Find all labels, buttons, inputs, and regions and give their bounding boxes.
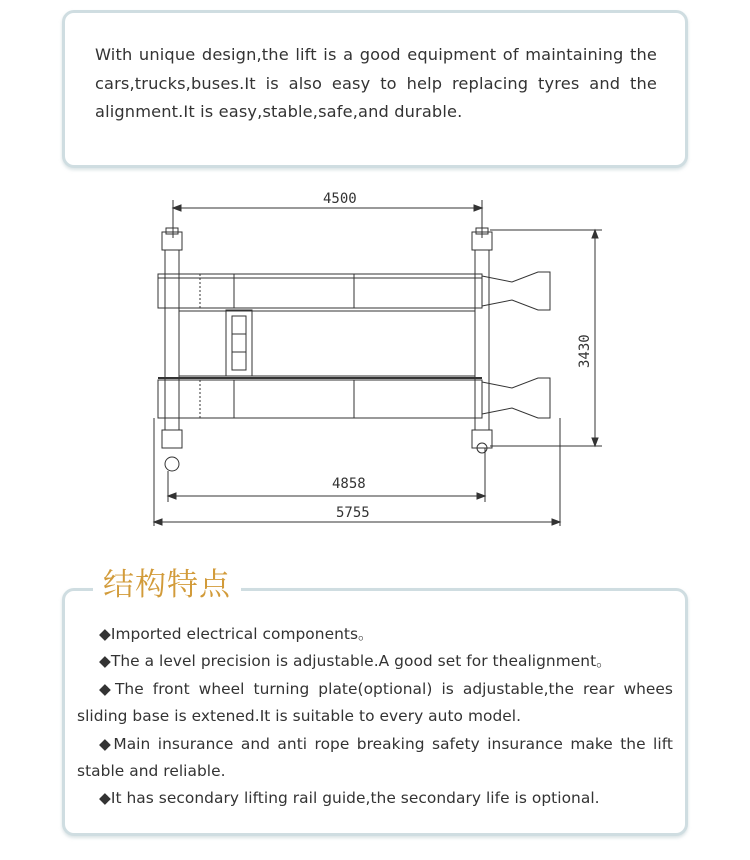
feature-item: ◆Main insurance and anti rope breaking safety insurance make the lift stable and reliable. (77, 734, 673, 781)
dim-inner-length: 4858 (332, 476, 366, 492)
lift-technical-drawing (140, 186, 615, 526)
intro-text: With unique design,the lift is a good equipment of maintaining the cars,trucks,buses.It is also easy to help replacing tyres and the alignment.It is easy,stable,safe,and durable. (95, 45, 657, 122)
intro-box (62, 10, 688, 168)
features-box (62, 588, 688, 836)
feature-item: ◆The a level precision is adjustable.A good set for thealignment。 (99, 652, 612, 671)
feature-item: ◆Imported electrical components。 (99, 625, 374, 643)
dim-height: 3430 (577, 334, 593, 368)
dim-overall-width: 4500 (323, 191, 357, 207)
feature-item: ◆It has secondary lifting rail guide,the secondary life is optional. (99, 789, 600, 808)
feature-item: ◆The front wheel turning plate(optional) is adjustable,the rear whees sliding base is extened.It is suitable to every auto model. (77, 679, 673, 726)
section-title: 结构特点 (93, 565, 241, 605)
dim-total-length: 5755 (336, 505, 370, 521)
